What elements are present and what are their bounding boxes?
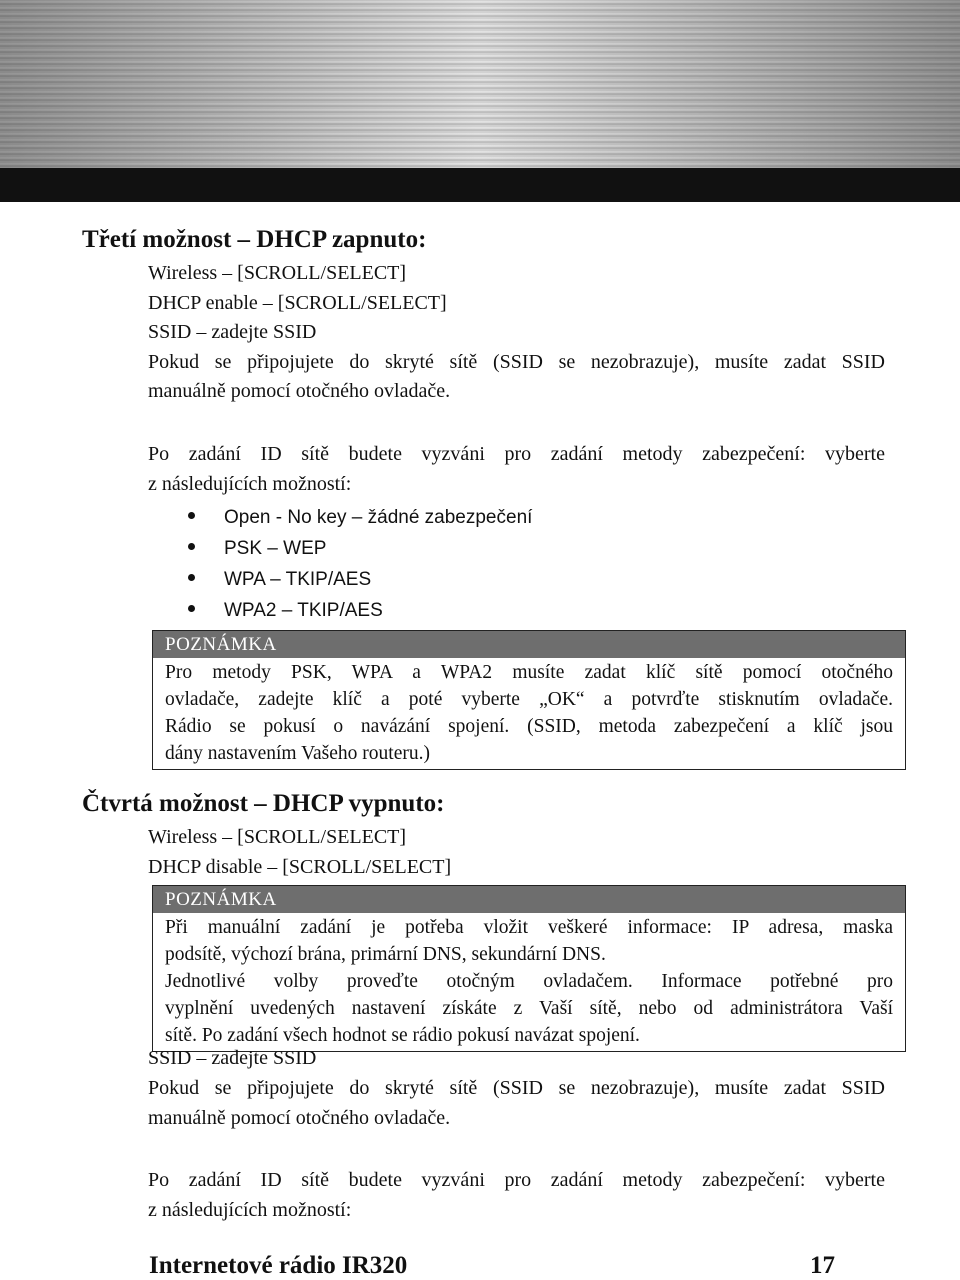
page-number: 17 xyxy=(810,1252,835,1279)
header-black-bar xyxy=(0,168,960,202)
security-option xyxy=(188,569,371,591)
security-option-label: WPA – TKIP/AES xyxy=(224,569,372,590)
note-box-section4 xyxy=(152,885,906,1052)
footer-title: Internetové rádio IR320 xyxy=(149,1252,408,1279)
bullet-icon xyxy=(188,512,195,519)
section3-hidden-ssid-line1: Pokud se připojujete do skryté sítě (SSID se nezobrazuje), musíte zadat SSID xyxy=(148,351,885,373)
note-line: Při manuální zadání je potřeba vložit veškeré informace: IP adresa, maska xyxy=(165,917,893,938)
section4-heading: Čtvrtá možnost – DHCP vypnuto: xyxy=(82,790,445,817)
security-option-label: WPA2 – TKIP/AES xyxy=(224,600,383,621)
security-option xyxy=(188,600,383,622)
note-box-section3 xyxy=(152,630,906,770)
section3-line-dhcp: DHCP enable – [SCROLL/SELECT] xyxy=(148,292,447,314)
section3-hidden-ssid-line2: manuálně pomocí otočného ovladače. xyxy=(148,380,451,402)
section4-security-line1: Po zadání ID sítě budete vyzváni pro zadání metody zabezpečení: vyberte xyxy=(148,1169,885,1191)
section3-heading: Třetí možnost – DHCP zapnuto: xyxy=(82,226,427,253)
section4-hidden-ssid-line1: Pokud se připojujete do skryté sítě (SSID se nezobrazuje), musíte zadat SSID xyxy=(148,1077,885,1099)
security-option xyxy=(188,507,532,529)
note-title: POZNÁMKA xyxy=(153,631,905,658)
note-line: dány nastavením Vašeho routeru.) xyxy=(165,743,430,764)
security-option-label: Open - No key – žádné zabezpečení xyxy=(224,507,533,528)
bullet-icon xyxy=(188,574,195,581)
section4-security-line2: z následujících možností: xyxy=(148,1199,352,1221)
section4-line-ssid: SSID – zadejte SSID xyxy=(148,1047,317,1069)
note-line: sítě. Po zadání všech hodnot se rádio pokusí navázat spojení. xyxy=(165,1025,640,1046)
note-line: podsítě, výchozí brána, primární DNS, sekundární DNS. xyxy=(165,944,606,965)
security-option xyxy=(188,538,326,560)
section4-line-wireless: Wireless – [SCROLL/SELECT] xyxy=(148,826,407,848)
section3-line-ssid: SSID – zadejte SSID xyxy=(148,321,317,343)
note-title: POZNÁMKA xyxy=(153,886,905,913)
note-line: vyplnění uvedených nastavení získáte z Vaší sítě, nebo od administrátora Vaší xyxy=(165,998,893,1019)
note-body xyxy=(153,913,905,1051)
note-line: Pro metody PSK, WPA a WPA2 musíte zadat klíč sítě pomocí otočného xyxy=(165,662,893,683)
note-line: Rádio se pokusí o navázání spojení. (SSID, metoda zabezpečení a klíč jsou xyxy=(165,716,893,737)
header-decorative-band xyxy=(0,0,960,168)
section4-line-dhcp: DHCP disable – [SCROLL/SELECT] xyxy=(148,856,452,878)
note-line: Jednotlivé volby proveďte otočným ovladačem. Informace potřebné pro xyxy=(165,971,893,992)
note-line: ovladače, zadejte klíč a poté vyberte „OK“ a potvrďte stisknutím ovladače. xyxy=(165,689,893,710)
security-option-label: PSK – WEP xyxy=(224,538,327,559)
bullet-icon xyxy=(188,605,195,612)
section3-security-line1: Po zadání ID sítě budete vyzváni pro zadání metody zabezpečení: vyberte xyxy=(148,443,885,465)
bullet-icon xyxy=(188,543,195,550)
section4-hidden-ssid-line2: manuálně pomocí otočného ovladače. xyxy=(148,1107,451,1129)
note-body xyxy=(153,658,905,769)
section3-security-line2: z následujících možností: xyxy=(148,473,352,495)
section3-line-wireless: Wireless – [SCROLL/SELECT] xyxy=(148,262,407,284)
